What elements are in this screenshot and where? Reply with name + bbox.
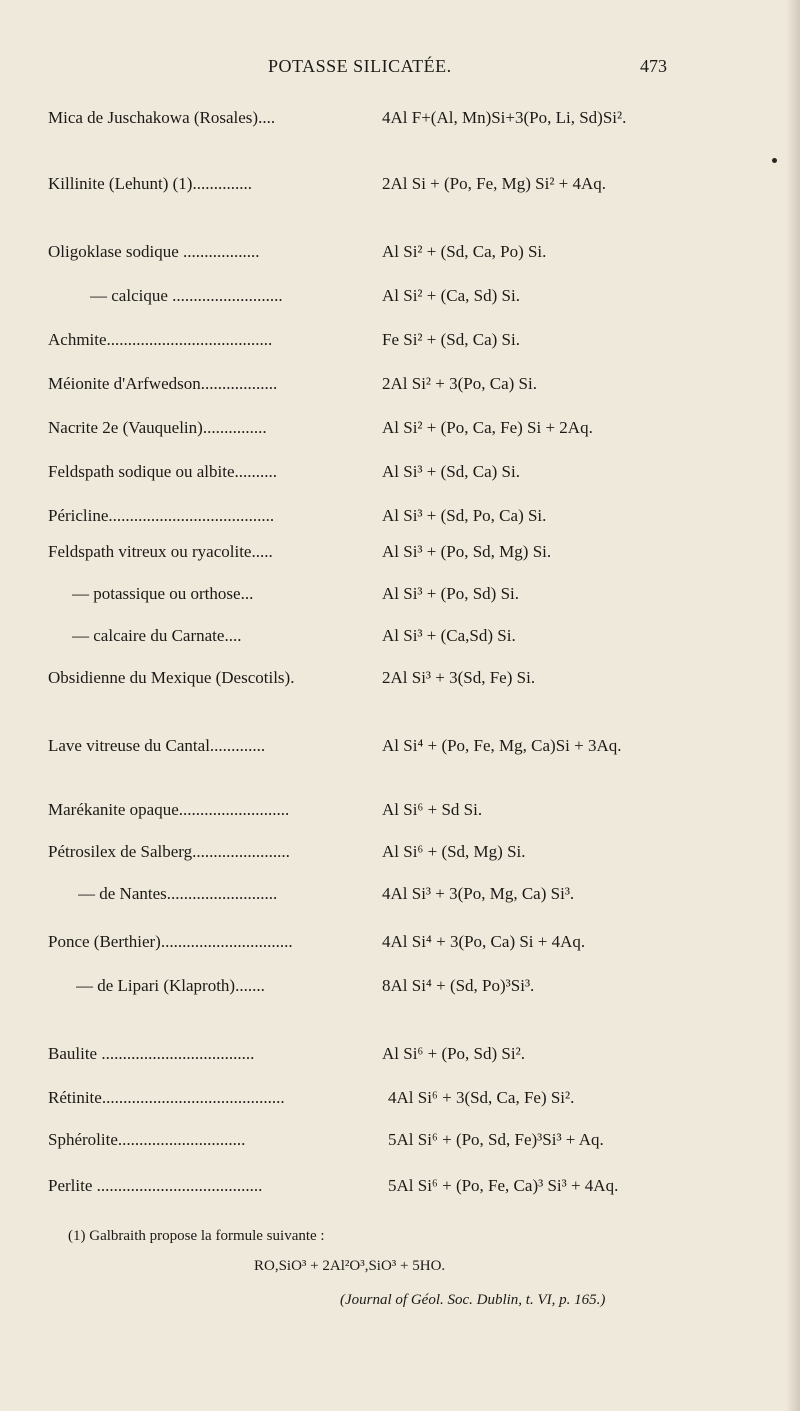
mineral-name: — potassique ou orthose... [72,584,254,603]
mineral-name: — calcaire du Carnate.... [72,626,242,645]
list-item [0,174,800,204]
mineral-name: Achmite....................................... [48,330,273,349]
list-item [0,800,800,830]
page-title: POTASSE SILICATÉE. [268,56,452,76]
mineral-formula: 2Al Si + (Po, Fe, Mg) Si² + 4Aq. [382,174,607,193]
mineral-name: Obsidienne du Mexique (Descotils). [48,668,295,687]
list-item [0,932,800,962]
list-item [0,462,800,492]
list-item [0,506,800,536]
mineral-name: — de Lipari (Klaproth)....... [76,976,265,995]
list-item [0,108,800,138]
mineral-formula: Fe Si² + (Sd, Ca) Si. [382,330,520,349]
mineral-name: Marékanite opaque.......................... [48,800,290,819]
mineral-formula: Al Si⁴ + (Po, Fe, Mg, Ca)Si + 3Aq. [382,736,622,755]
list-item [0,1130,800,1160]
list-item [0,286,800,316]
mineral-formula: Al Si² + (Sd, Ca, Po) Si. [382,242,547,261]
list-item [0,736,800,766]
mineral-name: Feldspath sodique ou albite.......... [48,462,278,481]
mineral-name: Rétinite........................................... [48,1088,285,1107]
mineral-formula: Al Si³ + (Sd, Ca) Si. [382,462,520,481]
footnote-intro: (1) Galbraith propose la formule suivante : [68,1228,325,1244]
list-item [0,242,800,272]
mineral-formula: Al Si² + (Ca, Sd) Si. [382,286,520,305]
mineral-formula: Al Si³ + (Po, Sd) Si. [382,584,520,603]
mineral-name: Perlite ....................................... [48,1176,263,1195]
mineral-formula: 5Al Si⁶ + (Po, Fe, Ca)³ Si³ + 4Aq. [388,1176,619,1195]
mineral-name: Killinite (Lehunt) (1).............. [48,174,252,193]
footnote-citation: (Journal of Géol. Soc. Dublin, t. VI, p. 165.) [340,1292,606,1308]
list-item [0,668,800,698]
mineral-formula: Al Si⁶ + (Sd, Mg) Si. [382,842,526,861]
mineral-formula: 2Al Si³ + 3(Sd, Fe) Si. [382,668,536,687]
list-item [0,418,800,448]
list-item [0,976,800,1006]
mineral-name: Baulite .................................... [48,1044,255,1063]
mineral-name: Péricline....................................... [48,506,275,525]
mineral-formula: 4Al F+(Al, Mn)Si+3(Po, Li, Sd)Si². [382,108,627,127]
mineral-name: — calcique .......................... [90,286,283,305]
mineral-formula: 4Al Si⁶ + 3(Sd, Ca, Fe) Si². [388,1088,575,1107]
mineral-name: Nacrite 2e (Vauquelin)............... [48,418,267,437]
page-number: 473 [640,56,667,76]
mineral-formula: 4Al Si⁴ + 3(Po, Ca) Si + 4Aq. [382,932,586,951]
mineral-formula: Al Si² + (Po, Ca, Fe) Si + 2Aq. [382,418,593,437]
mineral-formula: Al Si⁶ + (Po, Sd) Si². [382,1044,525,1063]
list-item [0,584,800,614]
mineral-formula: Al Si³ + (Po, Sd, Mg) Si. [382,542,552,561]
mineral-name: Mica de Juschakowa (Rosales).... [48,108,276,127]
mineral-name: — de Nantes.......................... [78,884,278,903]
mineral-formula: Al Si⁶ + Sd Si. [382,800,483,819]
list-item [0,542,800,572]
mineral-formula: 4Al Si³ + 3(Po, Mg, Ca) Si³. [382,884,575,903]
list-item [0,1044,800,1074]
list-item [0,374,800,404]
mineral-name: Lave vitreuse du Cantal............. [48,736,266,755]
list-item [0,1176,800,1206]
list-item [0,884,800,914]
mineral-formula: 8Al Si⁴ + (Sd, Po)³Si³. [382,976,535,995]
mineral-name: Feldspath vitreux ou ryacolite..... [48,542,273,561]
mineral-formula: 2Al Si² + 3(Po, Ca) Si. [382,374,537,393]
list-item [0,1088,800,1118]
mineral-name: Oligoklase sodique .................. [48,242,260,261]
mineral-formula: Al Si³ + (Sd, Po, Ca) Si. [382,506,547,525]
mineral-name: Sphérolite.............................. [48,1130,246,1149]
list-item [0,626,800,656]
mineral-formula: Al Si³ + (Ca,Sd) Si. [382,626,516,645]
list-item [0,842,800,872]
mineral-name: Pétrosilex de Salberg....................... [48,842,290,861]
ink-dot [772,158,777,163]
list-item [0,330,800,360]
running-header [0,56,800,86]
footnote-formula: RO,SiO³ + 2Al²O³,SiO³ + 5HO. [254,1258,446,1274]
mineral-name: Méionite d'Arfwedson.................. [48,374,278,393]
mineral-name: Ponce (Berthier)............................... [48,932,293,951]
mineral-formula: 5Al Si⁶ + (Po, Sd, Fe)³Si³ + Aq. [388,1130,604,1149]
